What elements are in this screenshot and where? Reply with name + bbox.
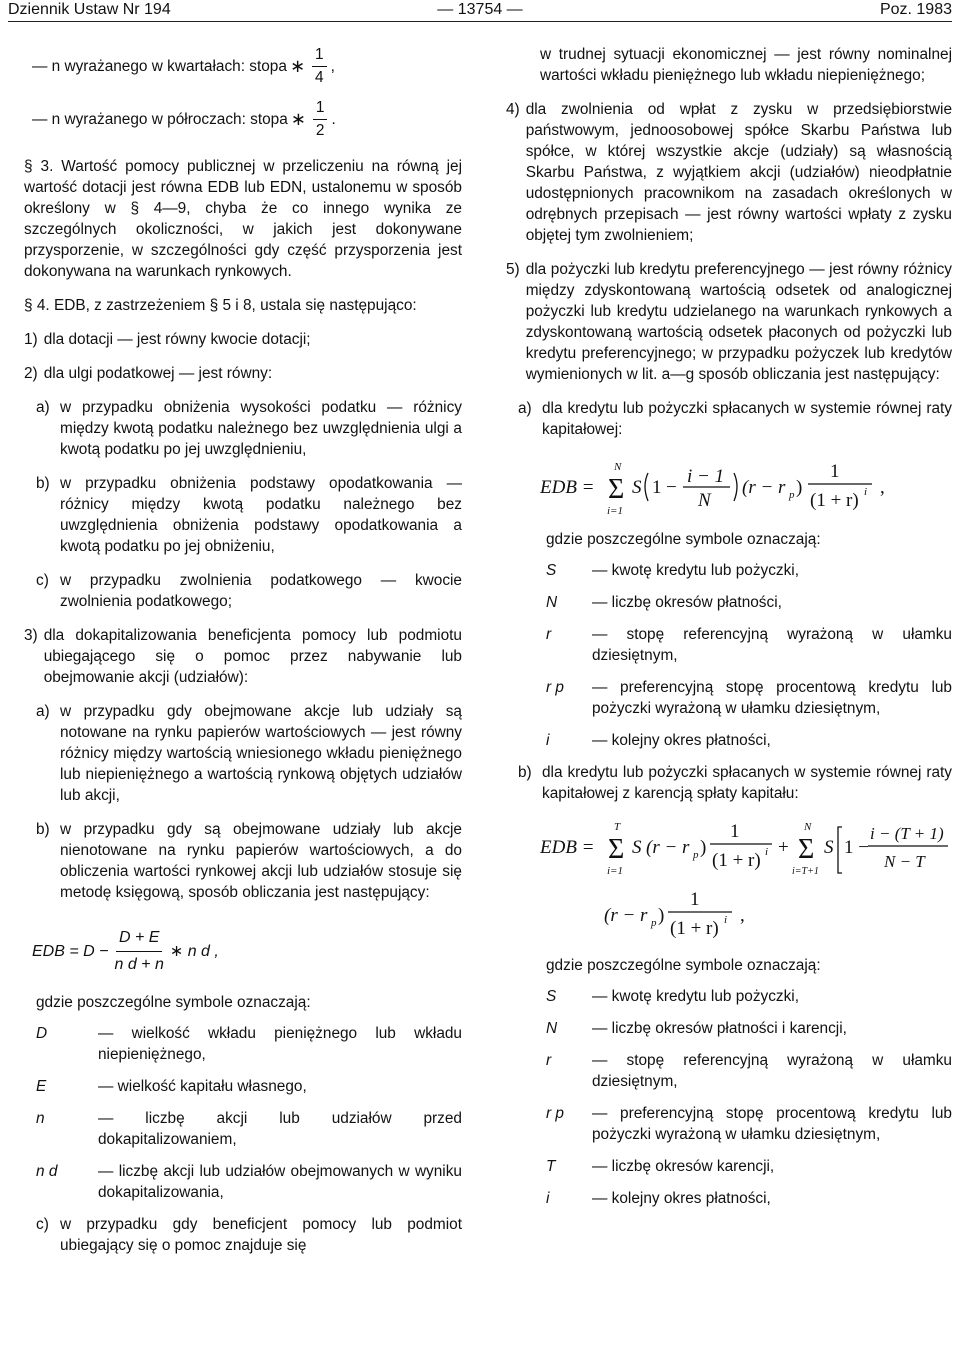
definition-text: — kwotę kredytu lub pożyczki, [592,562,799,579]
formula-b-frac-den: (1 + r) [712,850,761,871]
formula-b-sum1-upper: T [614,821,621,833]
definition-item [546,730,952,751]
formula-a [540,453,900,523]
item-label: c) [36,572,49,589]
definition-text: — wielkość wkładu pieniężnego lub wkładu niepieniężnego, [98,1025,462,1063]
definition-item [546,624,952,666]
formula-b-plus: + [778,837,789,858]
definition-text: — wielkość kapitału własnego, [98,1078,307,1095]
list-item [36,1214,462,1256]
item-text: dla zwolnienia od wpłat z zysku w przedsiębiorstwie państwowym, jednoosobowej spółce Skarbu Państwa lub spółce, w której wszystkie akcje (udziały) są własnością Skarbu Państwa, z wyjątkiem akcji (udziałów) nieodpłatnie udostępnionych pracownikom na zasadach określonych w odrębnych przepisach — jest równy wartości wpłaty z zysku objętej tym zwolnieniem; [525,101,952,244]
formula-b-comma: , [740,905,745,926]
formula-a-edb: EDB = [540,477,595,498]
definition-text: — stopę referencyjną wyrażoną w ułamku dziesiętnym, [592,1052,952,1090]
fraction [313,97,328,142]
formula-b-sum2-lower: i=T+1 [792,866,819,877]
formula-a-frac-num: 1 [830,461,840,482]
definition-symbol: r p [546,1105,564,1122]
formula-b-one-minus: 1 − [844,837,869,858]
definition-text: — liczbę okresów karencji, [592,1158,775,1175]
formula-a-close: ) [796,477,803,498]
definitions-list [546,560,952,751]
item-text: dla kredytu lub pożyczki spłacanych w systemie równej raty kapitałowej: [542,400,952,438]
formula-b-close: ) [700,837,707,858]
definition-item [36,1108,462,1150]
item-text: w przypadku zwolnienia podatkowego — kwocie zwolnienia podatkowego; [60,572,462,610]
definition-symbol: T [546,1158,556,1175]
definition-symbol: r [546,626,552,643]
definition-item [546,1188,952,1209]
definitions-intro: gdzie poszczególne symbole oznaczają: [36,994,311,1011]
formula-a-s: S [632,477,642,498]
item-label: b) [518,764,532,781]
page-number: — 13754 — [437,1,523,18]
formula-denominator: n d + n [114,956,164,973]
left-column [24,44,462,1269]
paragraph-3: § 3. Wartość pomocy publicznej w przeliczeniu na równą jej wartość dotacji jest równa EDB lub EDN, ustalonemu w sposób określony w § 4—9, chyba że co innego wynika ze szczególnych okoliczności, w jakich jest dokonywane przysporzenie, w szczególności gdy część przysporzenia jest dokonywana na warunkach rynkowych. [24,158,462,280]
definition-text: — kwotę kredytu lub pożyczki, [592,988,799,1005]
formula-a-one: 1 [652,477,662,498]
formula-a-rate-diff: (r − r [742,477,786,498]
edb-formula [32,925,462,978]
definition-symbol: E [36,1078,47,1095]
definition-text: — stopę referencyjną wyrażoną w ułamku dziesiętnym, [592,626,952,664]
fraction [312,44,327,89]
list-item [24,363,462,384]
multiply-star: ∗ [290,109,306,129]
list-item [36,570,462,612]
item-label: b) [36,475,50,492]
definition-text: — preferencyjną stopę procentową kredytu lub pożyczki wyrażoną w ułamku dziesiętnym, [592,679,952,717]
formula-a-minus: − [666,477,677,498]
position-number: Poz. 1983 [879,1,952,18]
formula-b-sum2-upper: N [804,821,812,833]
formula-b-line2-sub: p [651,917,657,929]
formula-fraction [114,925,163,978]
definition-symbol: n d [36,1163,58,1180]
fraction-suffix: , [330,58,335,75]
item-text: w przypadku obniżenia wysokości podatku — różnicy między kwotą podatku należnego bez uwzględnienia ulgi a kwotą podatku po jej uwzględnieniu, [60,399,462,458]
formula-b-sum1: Σ [608,834,625,865]
fraction-denominator: 2 [315,122,325,139]
item-text: dla dotacji — jest równy kwocie dotacji; [43,331,311,348]
definitions-intro: gdzie poszczególne symbole oznaczają: [546,531,821,548]
list-item [36,819,462,903]
item-label: a) [36,399,50,416]
definitions-intro: gdzie poszczególne symbole oznaczają: [546,957,821,974]
item-label: 3) [24,627,38,644]
formula-b-s2: S [824,837,834,858]
fraction-line-halfyear [32,97,462,142]
formula-b-edb: EDB = [540,837,595,858]
formula-b-s1: S [632,837,642,858]
list-item [506,99,952,246]
definition-item [36,1076,462,1097]
formula-b-line2-rate: (r − r [604,905,648,926]
formula-a-sum-upper: N [614,461,622,473]
definition-symbol: S [546,988,557,1005]
multiply-star: ∗ [289,56,306,76]
definition-symbol: N [546,594,558,611]
list-item [506,259,952,385]
definition-symbol: i [546,1190,550,1207]
continuation-text: w trudnej sytuacji ekonomicznej — jest równy nominalnej wartości wkładu pieniężnego lub wkładu niepieniężnego; [540,46,952,84]
definitions-list [36,1023,462,1203]
item-text: dla kredytu lub pożyczki spłacanych w systemie równej raty kapitałowej z karencją spłaty kapitału: [542,764,952,802]
definition-symbol: D [36,1025,48,1042]
definition-item [546,1018,952,1039]
header-rule [8,21,952,22]
formula-numerator: D + E [116,925,162,952]
definition-text: — liczbę okresów płatności i karencji, [592,1020,847,1037]
formula-lhs: EDB = D − [32,943,109,960]
formula-a-numerator: i − 1 [687,466,725,487]
paragraph-4: § 4. EDB, z zastrzeżeniem § 5 i 8, ustala się następująco: [24,297,417,314]
formula-a-sum: Σ [608,474,625,505]
formula-b-rate-diff: (r − r [646,837,690,858]
formula-b-sum2: Σ [798,834,815,865]
list-item [24,625,462,688]
item-text: dla dokapitalizowania beneficjenta pomocy lub podmiotu ubiegającego się o pomoc przez nabywanie lub obejmowanie akcji (udziałów): [43,627,462,686]
definition-text: — preferencyjną stopę procentową kredytu lub pożyczki wyrażoną w ułamku dziesiętnym, [592,1105,952,1143]
definition-text: — liczbę okresów płatności, [592,594,782,611]
fraction-suffix: . [331,111,336,128]
right-column [506,44,952,1220]
definition-symbol: r [546,1052,552,1069]
item-label: a) [36,703,50,720]
definition-symbol: i [546,732,550,749]
formula-b-line2-den: (1 + r) [670,918,719,939]
list-item [36,397,462,460]
definition-item [546,560,952,581]
formula-b-frac2-den: N − T [884,852,925,871]
formula-b-rate-sub: p [693,849,699,861]
definition-item [546,592,952,613]
formula-a-sum-lower: i=1 [607,505,623,517]
definition-text: — kolejny okres płatności, [592,1190,771,1207]
journal-title: Dziennik Ustaw Nr 194 [8,1,171,18]
definition-symbol: S [546,562,557,579]
fraction-numerator: 1 [312,44,327,67]
formula-b-sum1-lower: i=1 [607,865,623,877]
formula-b-frac-exp: i [765,846,769,858]
list-item [518,398,952,440]
formula-b-line2-num: 1 [690,889,700,910]
formula-b [540,817,950,945]
list-item [36,701,462,806]
item-label: 4) [506,101,520,118]
item-text: w przypadku gdy beneficjent pomocy lub podmiot ubiegający się o pomoc znajduje się [60,1216,462,1254]
definition-item [546,1156,952,1177]
formula-a-frac-exp: i [864,486,868,498]
fraction-denominator: 4 [315,69,324,86]
formula-rhs: ∗ n d , [169,943,219,960]
fraction-prefix: — n wyrażanego w kwartałach: stopa [32,58,287,75]
formula-a-frac-den: (1 + r) [810,490,859,511]
definition-symbol: n [36,1110,45,1127]
formula-b-line2-exp: i [724,914,728,926]
definition-text: — kolejny okres płatności, [592,732,771,749]
item-text: w przypadku obniżenia podstawy opodatkowania — różnicy między kwotą podatku należnego bez uwzględnienia obniżenia podstawy opodatkowania a kwotą podatku po jej obniżeniu, [60,475,462,555]
item-text: w przypadku gdy są obejmowane udziały lub akcje nienotowane na rynku papierów wartościowych, a do obliczenia wartości rynkowej akcji lub udziałów stosuje się metodę księgową, sposób obliczania jest następujący: [60,821,462,901]
page-header [8,0,952,22]
definition-text: — liczbę akcji lub udziałów przed dokapitalizowaniem, [98,1110,462,1148]
fraction-line-quarterly [32,44,462,89]
definition-text: — liczbę akcji lub udziałów obejmowanych w wyniku dokapitalizowania, [98,1163,462,1201]
item-text: dla pożyczki lub kredytu preferencyjnego — jest równy różnicy między zdyskontowaną wartością odsetek od analogicznej pożyczki lub kredytu udzielanego na warunkach rynkowych a zdyskontowaną wartością odsetek płaconych od pożyczki lub kredytu preferencyjnego; w przypadku pożyczek lub kredytów wymienionych w lit. a—g sposób obliczania jest następujący: [525,261,952,383]
formula-a-denominator: N [698,490,711,511]
definition-item [546,1050,952,1092]
item-label: 2) [24,365,38,382]
list-item [36,473,462,557]
definitions-list [546,986,952,1209]
formula-b-line2-close: ) [658,905,665,926]
formula-a-comma: , [880,477,885,498]
item-label: c) [36,1216,49,1233]
formula-b-frac2-num: i − (T + 1) [870,824,944,843]
item-label: a) [518,400,532,417]
item-label: 1) [24,331,38,348]
formula-b-frac-num: 1 [730,821,740,842]
item-label: 5) [506,261,520,278]
formula-a-rate-sub: p [789,489,795,501]
fraction-prefix: — n wyrażanego w półroczach: stopa [32,111,288,128]
definition-symbol: N [546,1020,558,1037]
definition-item [36,1161,462,1203]
definition-symbol: r p [546,679,564,696]
definition-item [36,1023,462,1065]
definition-item [546,677,952,719]
list-item [518,762,952,804]
definition-item [546,1103,952,1145]
fraction-numerator: 1 [313,97,328,120]
item-text: w przypadku gdy obejmowane akcje lub udziały są notowane na rynku papierów wartościowych — jest równy różnicy między wartością wniesionego wkładu pieniężnego lub niepieniężnego a wartością rynkową objętych udziałów lub akcji, [60,703,462,804]
list-item [24,329,462,350]
definition-item [546,986,952,1007]
item-label: b) [36,821,50,838]
item-text: dla ulgi podatkowej — jest równy: [43,365,273,382]
